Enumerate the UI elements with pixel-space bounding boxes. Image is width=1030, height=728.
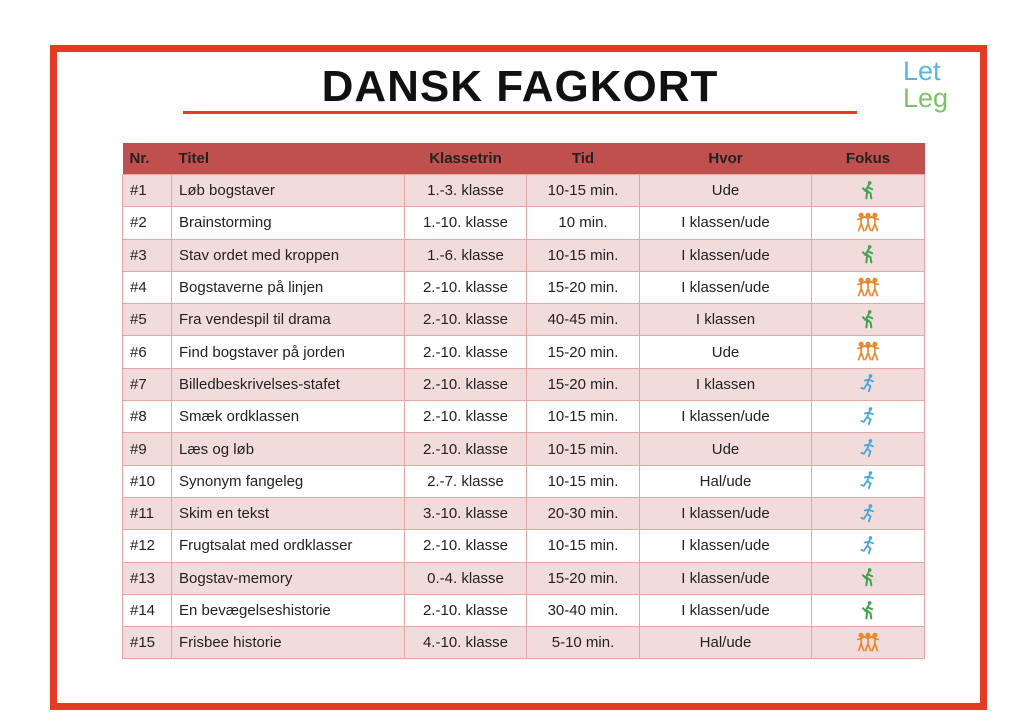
row-fokus [812, 594, 925, 626]
row-nr: #11 [123, 497, 172, 529]
logo-line-2: Leg [903, 83, 949, 113]
row-hvor: I klassen/ude [640, 271, 812, 303]
row-titel: Find bogstaver på jorden [172, 336, 405, 368]
table-row [123, 271, 925, 303]
row-tid: 15-20 min. [527, 271, 640, 303]
row-fokus [812, 207, 925, 239]
row-titel: Frisbee historie [172, 627, 405, 659]
green-runner-icon [856, 179, 880, 203]
row-fokus [812, 627, 925, 659]
letleg-logo [903, 58, 963, 118]
row-fokus [812, 401, 925, 433]
green-runner-icon [856, 566, 880, 590]
row-nr: #6 [123, 336, 172, 368]
row-titel: Smæk ordklassen [172, 401, 405, 433]
row-fokus [812, 465, 925, 497]
table-row [123, 401, 925, 433]
row-fokus [812, 239, 925, 271]
row-tid: 15-20 min. [527, 368, 640, 400]
blue-runner-icon [856, 405, 880, 429]
header-hvor: Hvor [640, 143, 812, 175]
row-nr: #2 [123, 207, 172, 239]
row-titel: Skim en tekst [172, 497, 405, 529]
row-nr: #10 [123, 465, 172, 497]
row-klassetrin: 3.-10. klasse [405, 497, 527, 529]
table-row [123, 433, 925, 465]
table-row [123, 239, 925, 271]
row-tid: 15-20 min. [527, 562, 640, 594]
row-titel: Billedbeskrivelses-stafet [172, 368, 405, 400]
row-klassetrin: 2.-7. klasse [405, 465, 527, 497]
row-tid: 5-10 min. [527, 627, 640, 659]
table-row [123, 497, 925, 529]
row-tid: 10-15 min. [527, 530, 640, 562]
row-hvor: I klassen/ude [640, 562, 812, 594]
row-tid: 40-45 min. [527, 304, 640, 336]
blue-runner-icon [856, 372, 880, 396]
row-hvor: Ude [640, 175, 812, 207]
row-hvor: Ude [640, 433, 812, 465]
row-hvor: Hal/ude [640, 465, 812, 497]
row-titel: Løb bogstaver [172, 175, 405, 207]
row-nr: #4 [123, 271, 172, 303]
table-row [123, 627, 925, 659]
blue-runner-icon [856, 469, 880, 493]
row-tid: 10-15 min. [527, 239, 640, 271]
green-runner-icon [856, 243, 880, 267]
row-klassetrin: 4.-10. klasse [405, 627, 527, 659]
row-hvor: I klassen [640, 304, 812, 336]
row-klassetrin: 2.-10. klasse [405, 530, 527, 562]
row-klassetrin: 1.-6. klasse [405, 239, 527, 271]
orange-group-icon [856, 276, 880, 300]
table-row [123, 562, 925, 594]
blue-runner-icon [856, 437, 880, 461]
row-nr: #1 [123, 175, 172, 207]
header-titel: Titel [172, 143, 405, 175]
row-fokus [812, 175, 925, 207]
row-titel: Bogstav-memory [172, 562, 405, 594]
row-fokus [812, 530, 925, 562]
green-runner-icon [856, 308, 880, 332]
row-nr: #5 [123, 304, 172, 336]
table-row [123, 594, 925, 626]
blue-runner-icon [856, 534, 880, 558]
row-fokus [812, 368, 925, 400]
row-nr: #3 [123, 239, 172, 271]
row-titel: Læs og løb [172, 433, 405, 465]
row-tid: 10-15 min. [527, 433, 640, 465]
row-tid: 10-15 min. [527, 401, 640, 433]
table-row [123, 207, 925, 239]
row-hvor: I klassen/ude [640, 239, 812, 271]
green-runner-icon [856, 599, 880, 623]
header-nr: Nr. [123, 143, 172, 175]
table-row [123, 530, 925, 562]
table-header-row [123, 143, 925, 175]
row-klassetrin: 1.-10. klasse [405, 207, 527, 239]
row-nr: #7 [123, 368, 172, 400]
table-row [123, 465, 925, 497]
row-hvor: I klassen/ude [640, 401, 812, 433]
row-titel: Fra vendespil til drama [172, 304, 405, 336]
row-tid: 15-20 min. [527, 336, 640, 368]
row-tid: 10 min. [527, 207, 640, 239]
row-nr: #12 [123, 530, 172, 562]
row-klassetrin: 2.-10. klasse [405, 594, 527, 626]
row-fokus [812, 271, 925, 303]
row-klassetrin: 2.-10. klasse [405, 304, 527, 336]
row-nr: #13 [123, 562, 172, 594]
row-klassetrin: 1.-3. klasse [405, 175, 527, 207]
table-row [123, 368, 925, 400]
row-tid: 30-40 min. [527, 594, 640, 626]
row-nr: #15 [123, 627, 172, 659]
table-row [123, 336, 925, 368]
page-title: DANSK FAGKORT [321, 62, 719, 111]
row-hvor: Hal/ude [640, 627, 812, 659]
activity-table [122, 143, 925, 659]
row-titel: Bogstaverne på linjen [172, 271, 405, 303]
row-hvor: I klassen [640, 368, 812, 400]
orange-group-icon [856, 211, 880, 235]
row-klassetrin: 0.-4. klasse [405, 562, 527, 594]
row-titel: Stav ordet med kroppen [172, 239, 405, 271]
row-titel: Frugtsalat med ordklasser [172, 530, 405, 562]
header-klassetrin: Klassetrin [405, 143, 527, 175]
row-fokus [812, 433, 925, 465]
row-fokus [812, 497, 925, 529]
row-fokus [812, 336, 925, 368]
orange-group-icon [856, 340, 880, 364]
row-klassetrin: 2.-10. klasse [405, 401, 527, 433]
row-tid: 10-15 min. [527, 175, 640, 207]
row-hvor: Ude [640, 336, 812, 368]
row-hvor: I klassen/ude [640, 497, 812, 529]
row-fokus [812, 304, 925, 336]
table-row [123, 304, 925, 336]
row-titel: En bevægelseshistorie [172, 594, 405, 626]
row-klassetrin: 2.-10. klasse [405, 271, 527, 303]
row-titel: Synonym fangeleg [172, 465, 405, 497]
row-fokus [812, 562, 925, 594]
row-hvor: I klassen/ude [640, 207, 812, 239]
blue-runner-icon [856, 502, 880, 526]
row-nr: #9 [123, 433, 172, 465]
title-underline [183, 111, 857, 114]
row-hvor: I klassen/ude [640, 530, 812, 562]
header-fokus: Fokus [812, 143, 925, 175]
logo-line-1: Let [903, 56, 941, 86]
row-tid: 10-15 min. [527, 465, 640, 497]
orange-group-icon [856, 631, 880, 655]
row-nr: #8 [123, 401, 172, 433]
row-klassetrin: 2.-10. klasse [405, 368, 527, 400]
table-row [123, 175, 925, 207]
row-hvor: I klassen/ude [640, 594, 812, 626]
header-tid: Tid [527, 143, 640, 175]
row-titel: Brainstorming [172, 207, 405, 239]
row-klassetrin: 2.-10. klasse [405, 336, 527, 368]
row-nr: #14 [123, 594, 172, 626]
row-klassetrin: 2.-10. klasse [405, 433, 527, 465]
row-tid: 20-30 min. [527, 497, 640, 529]
